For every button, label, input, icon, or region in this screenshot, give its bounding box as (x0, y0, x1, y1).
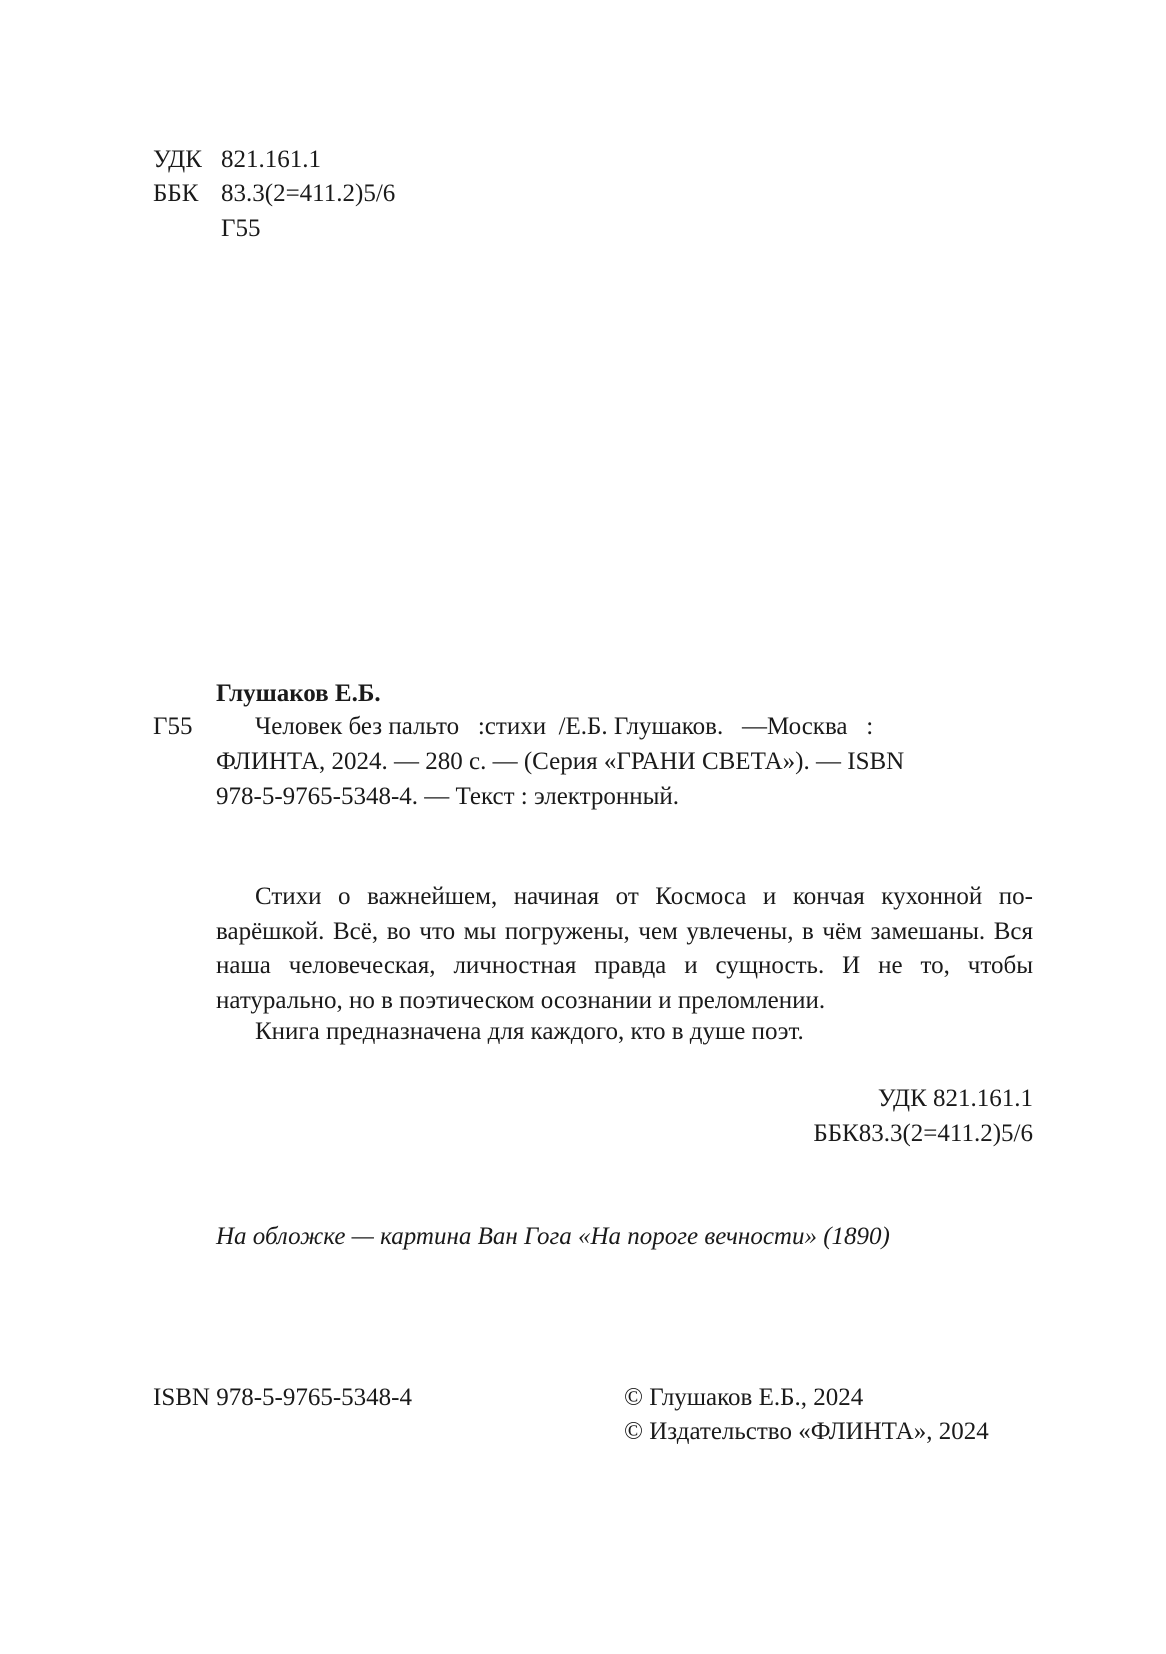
bbk-row (153, 177, 395, 211)
udk-right: УДК 821.161.1 (877, 1085, 1033, 1112)
bbk-right: ББК83.3(2=411.2)5/6 (813, 1120, 1033, 1147)
isbn: ISBN 978-5-9765-5348-4 (153, 1384, 413, 1411)
copyright-author: © Глушаков Е.Б., 2024 (624, 1384, 864, 1411)
record-line-1: Человек без пальто :стихи /Е.Б. Глушаков. —Москва : (255, 713, 874, 740)
record-author-mark: Г55 (153, 713, 193, 740)
copyright-publisher: © Издательство «ФЛИНТА», 2024 (624, 1418, 989, 1445)
bbk-label: ББК (153, 180, 199, 207)
udk-value: 821.161.1 (221, 146, 321, 173)
cover-note: На обложке — картина Ван Гога «На пороге вечности» (1890) (216, 1223, 890, 1250)
author-mark: Г55 (221, 215, 261, 242)
author-mark-row (153, 212, 260, 246)
udk-row (153, 143, 321, 177)
annotation-paragraph: Стихи о важнейшем, начиная от Космоса и кончая кухонной поварёшкой. Всё, во что мы погружены, чем увлечены, в чём замешаны. Вся наша человеческая, личностная правда и сущность. И не то, чтобы натурально, но в поэтическом осознании и преломлении. (216, 883, 1033, 1014)
bbk-value: 83.3(2=411.2)5/6 (221, 180, 396, 207)
record-author: Глушаков Е.Б. (216, 680, 381, 707)
udk-label: УДК (153, 146, 202, 173)
record-line-2: ФЛИНТА, 2024. — 280 с. — (Серия «ГРАНИ СВЕТА»). — ISBN (216, 748, 905, 775)
annotation-audience: Книга предназначена для каждого, кто в душе поэт. (255, 1018, 804, 1045)
record-line-3: 978-5-9765-5348-4. — Текст : электронный. (216, 783, 680, 810)
